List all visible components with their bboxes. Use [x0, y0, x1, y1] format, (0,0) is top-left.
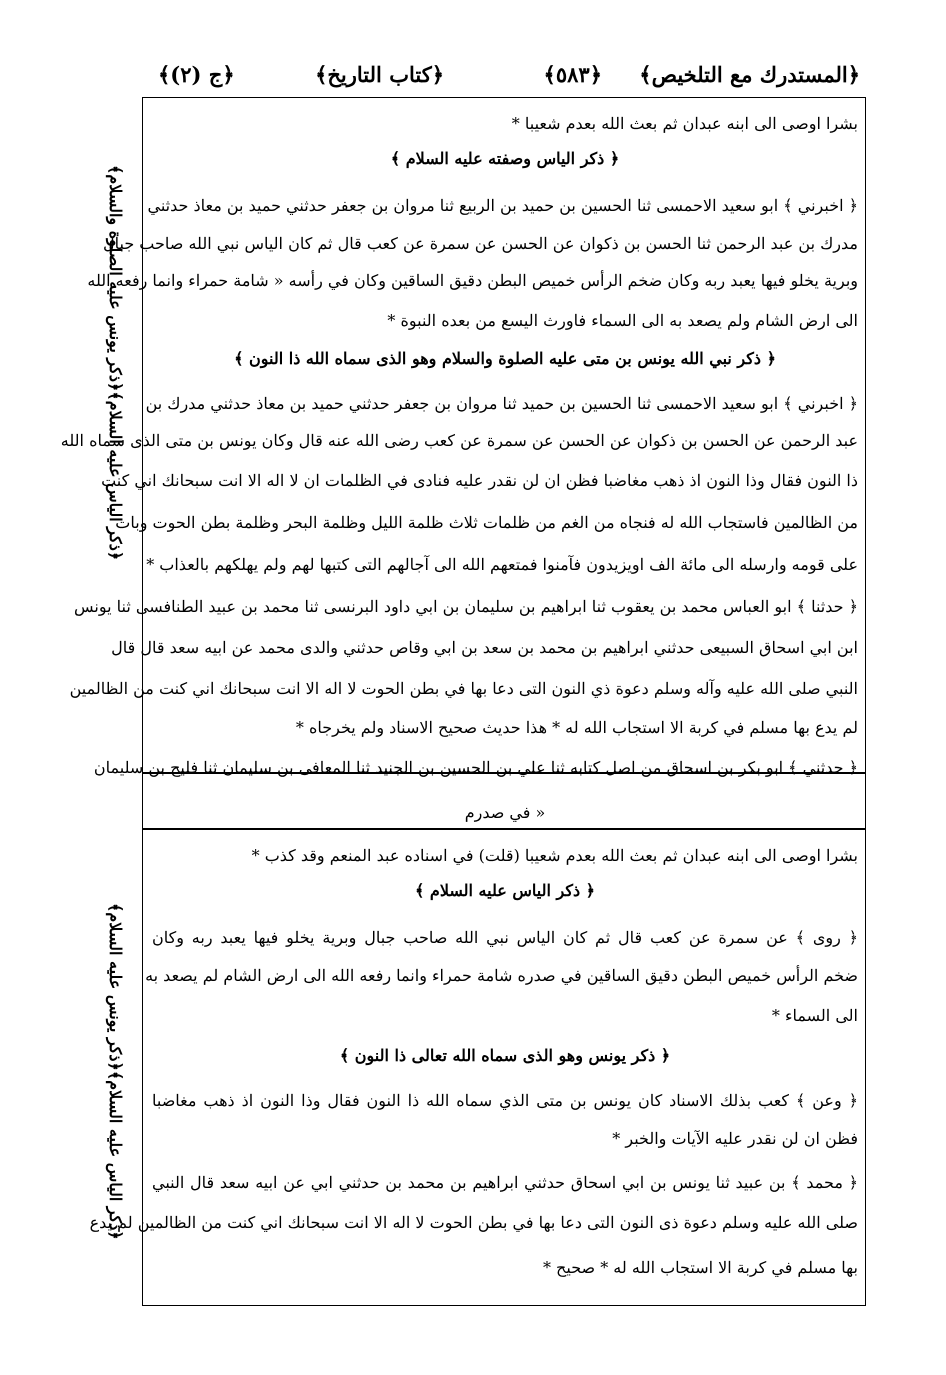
text-line: بشرا اوصى الى ابنه عبدان ثم بعث الله بعدم شعيبا * [511, 114, 858, 133]
footnote-marker: « في صدرم [464, 803, 546, 822]
text-line: بشرا اوصى الى ابنه عبدان ثم بعث الله بعدم شعيبا (قلت) في اسناده عبد المنعم وقد كذب * [251, 846, 858, 865]
text-line: ﴿ حدثنا ﴾ ابو العباس محمد بن يعقوب ثنا ابراهيم بن سليمان بن ابي داود البرنسى ثنا محمد بن عبيد الطنافسى ثنا يونس [74, 597, 858, 616]
text-line: ﴿ محمد ﴾ بن عبيد ثنا يونس بن ابي اسحاق حدثني ابراهيم بن محمد بن حدثني ابي عن ابيه سعد قال النبي [152, 1173, 858, 1192]
header-volume: ﴿ج (٢)﴾ [158, 62, 235, 87]
section-divider-bottom [142, 828, 866, 830]
section-heading: ﴿ ذكر الياس عليه السلام ﴾ [414, 881, 596, 900]
text-line: ذا النون فقال وذا النون اذ ذهب مغاضبا فظن ان لن نقدر عليه فنادى في الظلمات ان لا اله الا انت سبحانك اني كنت [101, 471, 858, 490]
section-heading: ﴿ ذكر الياس وصفته عليه السلام ﴾ [390, 149, 620, 168]
text-line: ﴿ اخبرني ﴾ ابو سعيد الاحمسى ثنا الحسين بن حميد ثنا مروان بن جعفر حدثني حميد بن معاذ حدثني مدرك بن [145, 394, 858, 413]
text-line: وبرية يخلو فيها يعبد ربه وكان ضخم الرأس خميص البطن دقيق الساقين وكان في رأسه « شامة حمراء وانما رفعه الله [87, 271, 858, 290]
side-note-lower: ﴿ذكر الياس عليه السلام﴾﴿ذكر يونس عليه السلام﴾ [106, 903, 125, 1240]
page-header [150, 58, 860, 98]
section-heading: ﴿ ذكر يونس وهو الذى سماه الله تعالى ذا النون ﴾ [339, 1046, 671, 1065]
text-line: ابن ابي اسحاق السبيعى حدثني ابراهيم بن محمد بن سعد بن ابي وقاص حدثني والدى محمد عن ابيه سعد قال قال [111, 638, 858, 657]
text-line: بها مسلم في كربة الا استجاب الله له * صحيح * [542, 1258, 858, 1277]
text-line: ضخم الرأس خميص البطن دقيق الساقين في صدره شامة حمراء وانما رفعه الله الى ارض الشام لم يصعد به [145, 966, 858, 985]
text-line: على قومه وارسله الى مائة الف اويزيدون فآمنوا فمتعهم الله الى آجالهم التى كتبها لهم ولم يهلكهم بالعذاب * [146, 555, 858, 574]
text-line: ﴿ وعن ﴾ كعب بذلك الاسناد كان يونس بن متى الذي سماه الله ذا النون فقال وذا النون اذ ذهب مغاضبا [152, 1091, 859, 1110]
header-page-number: ﴿٥٨٣﴾ [543, 62, 602, 87]
text-line: ﴿ روى ﴾ عن سمرة عن كعب قال ثم كان الياس نبي الله صاحب جبال وبرية يخلو فيها يعبد ربه وكان [152, 928, 858, 947]
text-line: فظن ان لن نقدر عليه الآيات والخبر * [612, 1129, 858, 1148]
text-line: النبي صلى الله عليه وآله وسلم دعوة ذي النون التى دعا بها في بطن الحوت لا اله الا انت سبحانك اني كنت من الظالمين [69, 679, 858, 698]
section-heading: ﴿ ذكر نبي الله يونس بن متى عليه الصلوة والسلام وهو الذى سماه الله ذا النون ﴾ [234, 349, 776, 368]
text-line: صلى الله عليه وسلم دعوة ذى النون التى دعا بها في بطن الحوت لا اله الا انت سبحانك اني كنت من الظالمين لم يدع [89, 1213, 858, 1232]
text-line: ﴿ اخبرني ﴾ ابو سعيد الاحمسى ثنا الحسين بن حميد بن الربيع ثنا مروان بن جعفر حدثني حميد بن معاذ حدثني [147, 196, 858, 215]
text-line: عبد الرحمن عن الحسن بن ذكوان عن الحسن عن سمرة عن كعب رضى الله عنه قال وكان يونس بن متى الذى سماه الله [60, 431, 858, 450]
text-line: لم يدع بها مسلم في كربة الا استجاب الله له * هذا حديث صحيح الاسناد ولم يخرجاه * [295, 718, 858, 737]
text-line: ﴿ حدثني ﴾ ابو بكر بن اسحاق من اصل كتابه ثنا علي بن الحسين بن الجنيد ثنا المعافى بن سليمان ثنا فليح بن سليمان [93, 758, 858, 777]
text-line: الى السماء * [771, 1006, 858, 1025]
text-line: مدرك بن عبد الرحمن ثنا الحسن بن ذكوان عن الحسن عن سمرة عن كعب قال ثم كان الياس نبي الله صاحب جبال [103, 234, 858, 253]
header-book-title: ﴿كتاب التاريخ﴾ [315, 62, 444, 87]
text-line: الى ارض الشام ولم يصعد به الى السماء فاورث اليسع من بعده النبوة * [387, 311, 858, 330]
text-line: من الظالمين فاستجاب الله له فنجاه من الغم من ظلمات ثلاث ظلمة الليل وظلمة البحر وظلمة بطن الحوت وبات [115, 513, 858, 532]
side-note-upper: ﴿ذكر الياس عليه السلام﴾﴿ذكر يونس عليه الصلوة والسلام﴾ [106, 164, 125, 560]
header-title: ﴿المستدرك مع التلخيص﴾ [639, 62, 860, 87]
